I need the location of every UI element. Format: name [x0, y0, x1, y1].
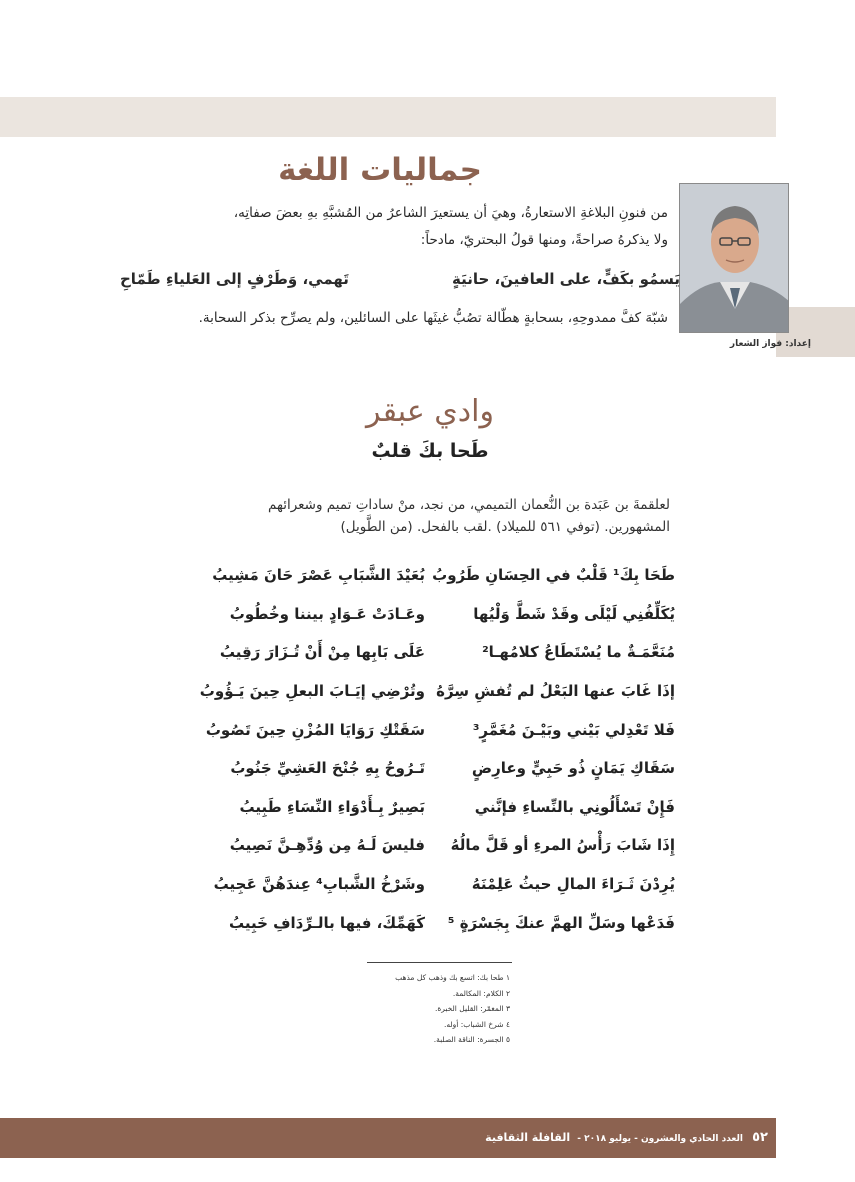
verse-second-hemistich: وتُرْضِي إيَـابَ البعلِ حِينَ يَـؤُوبُ	[199, 682, 425, 701]
quoted-verse-second: تَهمي، وَطَرْفٍ إلى العَلياءِ طَمّاحِ	[120, 270, 349, 288]
poet-intro-line-1: لعلقمةَ بن عَبَدة بن النُّعمان التميمي، من نجد، منْ ساداتِ تميم وشعرائهم	[268, 497, 670, 513]
poem-verse	[185, 595, 675, 634]
intro-line-2: ولا يذكرهُ صراحةً، ومنها قولُ البحتريّ، مادحاً:	[420, 232, 668, 248]
verse-first-hemistich: إِذَا شَابَ رَأْسُ المرءِ أو قَلَّ مالُهُ	[450, 836, 675, 855]
footnote-divider	[367, 962, 512, 963]
verse-second-hemistich: بُعَيْدَ الشَّبَابِ عَصْرَ حَانَ مَشِيبُ	[212, 566, 425, 585]
verse-second-hemistich: سَقَتْكِ رَوَايَا المُزْنِ حِينَ تَصُوبُ	[205, 720, 425, 739]
intro-line-1: من فنونِ البلاغةِ الاستعارةُ، وهيَ أن يستعيرَ الشاعرُ من المُشبَّهِ بهِ بعضَ صفاتِه،	[233, 205, 668, 221]
verse-first-hemistich: إذَا غَابَ عنها البَعْلُ لم تُفشِ سِرَّهُ	[436, 682, 675, 701]
poem-verse	[185, 903, 675, 942]
footnote: ١ طحا بك: اتسع بك وذهب كل مذهب	[395, 973, 510, 982]
footer-text	[485, 1130, 768, 1145]
poem	[185, 556, 675, 942]
poem-verse	[185, 672, 675, 711]
magazine-name: القافلة الثقافية	[485, 1131, 571, 1144]
intro-explanation: شبّهَ كفَّ ممدوحِهِ، بسحابةٍ هطّالة تصُبُّ غيثَها على السائلين، ولم يصرِّح بذكر السحابة.	[198, 310, 668, 326]
quoted-verse-first: يَسمُو بكَفٍّ، على العافينَ، حانيَةٍ	[451, 270, 680, 288]
footnotes	[300, 970, 510, 1048]
poem-verse	[185, 788, 675, 827]
issue-info: العدد الحادي والعشرون - يوليو ٢٠١٨ -	[577, 1134, 743, 1144]
verse-second-hemistich: وشَرْخُ الشَّبابِ⁴ عِندَهُنَّ عَجِيبُ	[213, 875, 425, 894]
verse-first-hemistich: طَحَا بِكَ¹ قَلْبٌ في الحِسَانِ طَرُوبُ	[432, 566, 675, 585]
verse-second-hemistich: تَـرُوحُ بِهِ جُنْحَ العَشِيِّ جَنُوبُ	[230, 759, 425, 778]
verse-first-hemistich: فَإِنْ تَسْأَلُونِي بالنِّساءِ فإنَّني	[474, 797, 675, 816]
footnote: ٣ المغمّر: القليل الخبرة.	[434, 1004, 510, 1013]
poem-verse	[185, 749, 675, 788]
verse-first-hemistich: سَقَاكِ يَمَانٍ ذُو حَبِيٍّ وعارِضٍ	[471, 759, 675, 778]
verse-first-hemistich: فَدَعْها وسَلِّ الهمَّ عنكَ بِجَسْرَةٍ ⁵	[447, 913, 675, 932]
verse-first-hemistich: يُكَلِّفُنِي لَيْلَى وقَدْ شَطَّ وَلْيُها	[473, 604, 675, 623]
section-title: وادي عبقر	[366, 394, 494, 429]
verse-first-hemistich: مُنَعَّمَـةٌ ما يُسْتَطَاعُ كلامُهـا²	[482, 643, 675, 662]
verse-second-hemistich: بَصِيرٌ بِـأَدْوَاءِ النِّسَاءِ طَبِيبُ	[239, 797, 425, 816]
verse-second-hemistich: فليسَ لَـهُ مِن وُدِّهِـنَّ نَصِيبُ	[229, 836, 425, 855]
poet-intro	[180, 494, 670, 538]
page-title: جماليات اللغة	[278, 152, 482, 188]
quoted-verse	[120, 270, 680, 288]
author-photo	[679, 183, 789, 333]
page-number: ٥٢	[752, 1130, 768, 1145]
poem-verse	[185, 826, 675, 865]
footer-bar	[0, 1118, 776, 1158]
header-band	[0, 97, 776, 137]
poem-verse	[185, 865, 675, 904]
poem-verse	[185, 633, 675, 672]
poet-intro-line-2: المشهورين. (توفي ٥٦١ للميلاد) .لقب بالفحل. (من الطَّويل)	[340, 519, 670, 535]
verse-second-hemistich: وعَـادَتْ عَـوَادٍ بيننا وخُطُوبُ	[229, 604, 425, 623]
verse-second-hemistich: عَلَى بَابِها مِنْ أَنْ تُـزَارَ رَقِيبُ	[219, 643, 425, 662]
footnote: ٤ شرخ الشباب: أوله.	[443, 1019, 510, 1029]
footnote: ٥ الجسرة: الناقة الصلبة.	[433, 1035, 510, 1044]
verse-second-hemistich: كَهَمِّكَ، فيها بالـرِّدَافِ خَبِيبُ	[228, 913, 425, 932]
footnote: ٢ الكلام: المكالمة.	[452, 988, 510, 998]
verse-first-hemistich: يُرِدْنَ ثَـرَاءَ المالِ حيثُ عَلِمْنَهُ	[471, 875, 675, 894]
poem-verse	[185, 556, 675, 595]
author-credit: إعداد: فواز الشعار	[729, 339, 811, 349]
poem-verse	[185, 710, 675, 749]
verse-first-hemistich: فَلا تَعْدِلي بَيْني وبَيْـنَ مُغَمَّرٍ³	[472, 720, 675, 739]
section-subtitle: طَحا بكَ قلبٌ	[371, 440, 489, 462]
